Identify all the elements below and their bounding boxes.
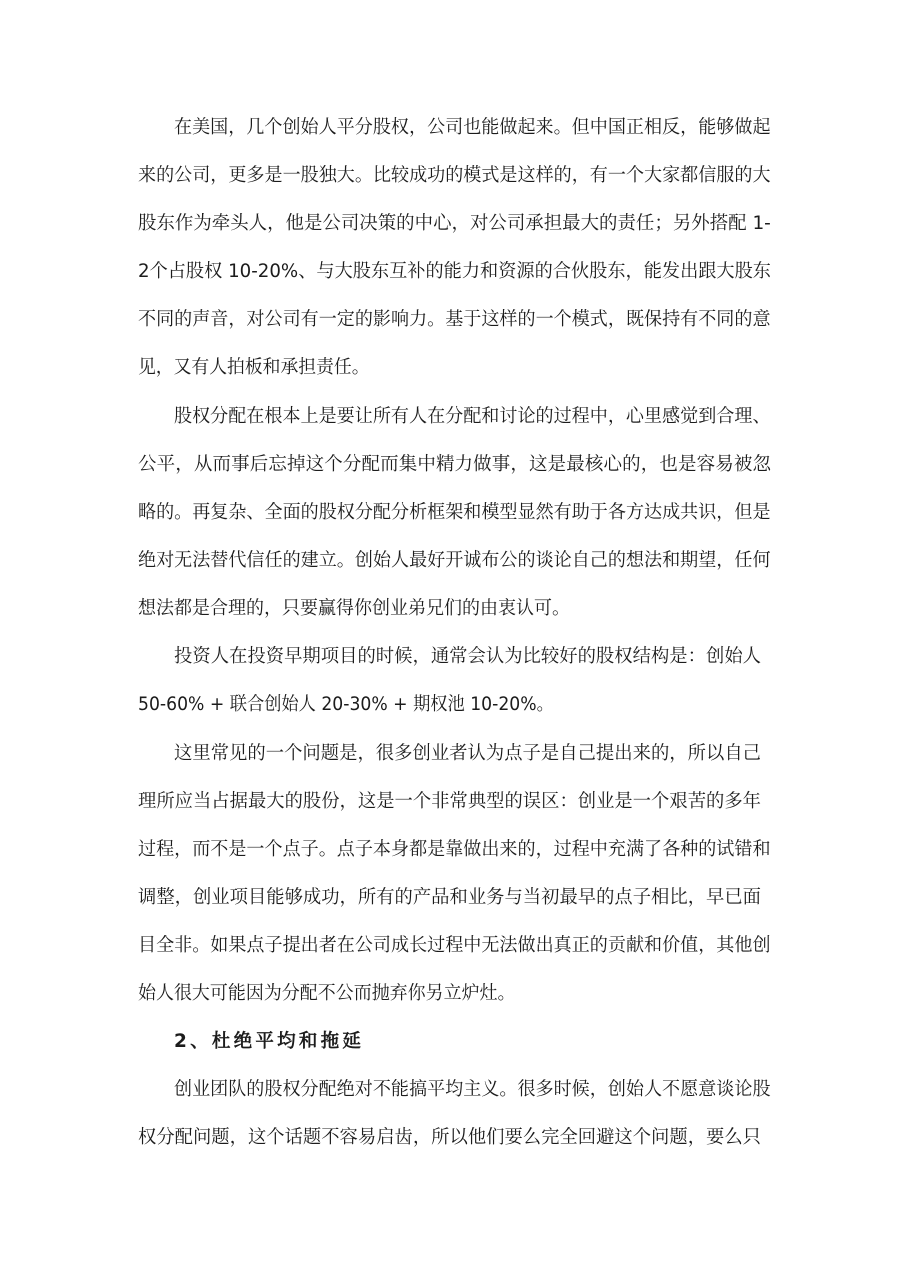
- text-line: 绝对无法替代信任的建立。创始人最好开诚布公的谈论自己的想法和期望，任何: [138, 550, 771, 571]
- text-line: 2个占股权 10-20%、与大股东互补的能力和资源的合伙股东，能发出跟大股东: [138, 261, 771, 282]
- text-line: 想法都是合理的，只要赢得你创业弟兄们的由衷认可。: [138, 598, 571, 619]
- text-line: 50-60% + 联合创始人 20-30% + 期权池 10-20%。: [138, 694, 554, 715]
- text-line: 这里常见的一个问题是，很多创业者认为点子是自己提出来的，所以自己: [174, 743, 762, 764]
- section-heading: 2、杜绝平均和拖延: [174, 1031, 365, 1052]
- text-line: 权分配问题，这个话题不容易启齿，所以他们要么完全回避这个问题，要么只: [138, 1127, 762, 1148]
- text-line: 理所应当占据最大的股份，这是一个非常典型的误区：创业是一个艰苦的多年: [138, 791, 762, 812]
- text-line: 股权分配在根本上是要让所有人在分配和讨论的过程中，心里感觉到合理、: [174, 406, 771, 427]
- text-line: 来的公司，更多是一股独大。比较成功的模式是这样的，有一个大家都信服的大: [138, 165, 771, 186]
- text-line: 过程，而不是一个点子。点子本身都是靠做出来的，过程中充满了各种的试错和: [138, 839, 771, 860]
- text-line: 不同的声音，对公司有一定的影响力。基于这样的一个模式，既保持有不同的意: [138, 309, 771, 330]
- text-line: 始人很大可能因为分配不公而抛弃你另立炉灶。: [138, 983, 516, 1004]
- text-line: 调整，创业项目能够成功，所有的产品和业务与当初最早的点子相比，早已面: [138, 887, 762, 908]
- text-line: 在美国，几个创始人平分股权，公司也能做起来。但中国正相反，能够做起: [174, 117, 771, 138]
- text-line: 目全非。如果点子提出者在公司成长过程中无法做出真正的贡献和价值，其他创: [138, 935, 771, 956]
- text-line: 创业团队的股权分配绝对不能搞平均主义。很多时候，创始人不愿意谈论股: [174, 1079, 771, 1100]
- text-line: 见，又有人拍板和承担责任。: [138, 357, 370, 378]
- text-line: 股东作为牵头人，他是公司决策的中心，对公司承担最大的责任；另外搭配 1-: [138, 213, 771, 234]
- text-line: 投资人在投资早期项目的时候，通常会认为比较好的股权结构是：创始人: [174, 646, 762, 667]
- text-line: 略的。再复杂、全面的股权分配分析框架和模型显然有助于各方达成共识，但是: [138, 502, 771, 523]
- text-line: 公平，从而事后忘掉这个分配而集中精力做事，这是最核心的，也是容易被忽: [138, 454, 772, 475]
